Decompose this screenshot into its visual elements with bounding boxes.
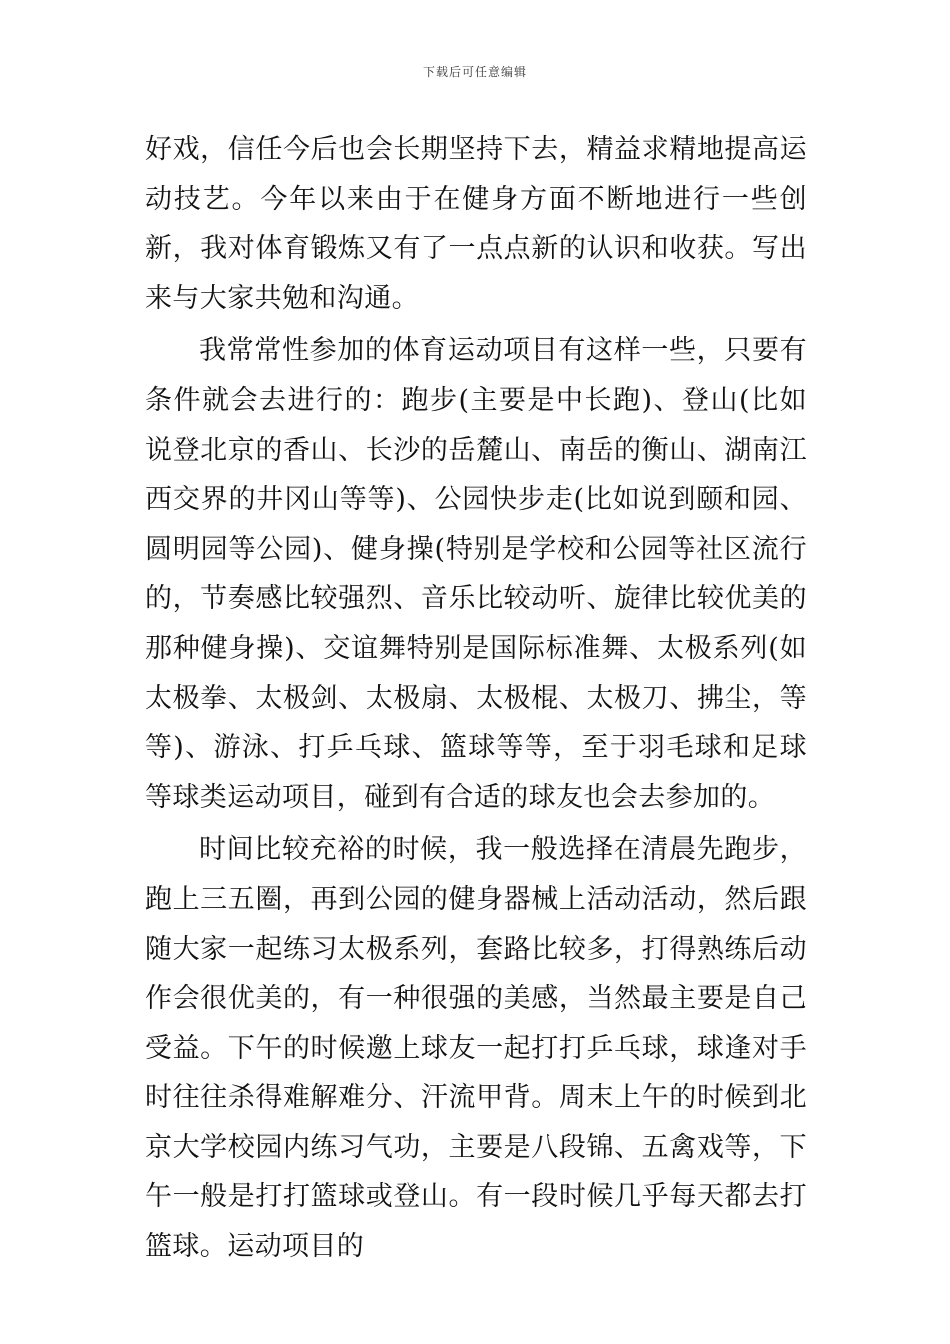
paragraph-continuation: 好戏，信任今后也会长期坚持下去，精益求精地提高运动技艺。今年以来由于在健身方面不断地进行一些创新，我对体育锻炼又有了一点点新的认识和收获。写出来与大家共勉和沟通。 <box>145 134 807 314</box>
page-header: 下载后可任意编辑 <box>422 65 527 79</box>
paragraph-daily-schedule: 时间比较充裕的时候，我一般选择在清晨先跑步，跑上三五圈，再到公园的健身器械上活动活动，然后跟随大家一起练习太极系列，套路比较多，打得熟练后动作会很优美的，有一种很强的美感，当然最主要是自己受益。下午的时候邀上球友一起打打乒乓球，球逢对手时往往杀得难解难分、汗流甲背。周末上午的时候到北京大学校园内练习气功，主要是八段锦、五禽戏等，下午一般是打打篮球或登山。有一段时候几乎每天都去打篮球。运动项目的 <box>145 834 807 1263</box>
paragraph-sports-items: 我常常性参加的体育运动项目有这样一些，只要有条件就会去进行的：跑步(主要是中长跑)、登山(比如说登北京的香山、长沙的岳麓山、南岳的衡山、湖南江西交界的井冈山等等)、公园快步走(比如说到颐和园、圆明园等公园)、健身操(特别是学校和公园等社区流行的，节奏感比较强烈、音乐比较动听、旋律比较优美的那种健身操)、交谊舞特别是国际标准舞、太极系列(如太极拳、太极剑、太极扇、太极棍、太极刀、拂尘，等等)、游泳、打乒乓球、篮球等等，至于羽毛球和足球等球类运动项目，碰到有合适的球友也会去参加的。 <box>145 335 807 813</box>
document-body <box>145 125 807 1275</box>
